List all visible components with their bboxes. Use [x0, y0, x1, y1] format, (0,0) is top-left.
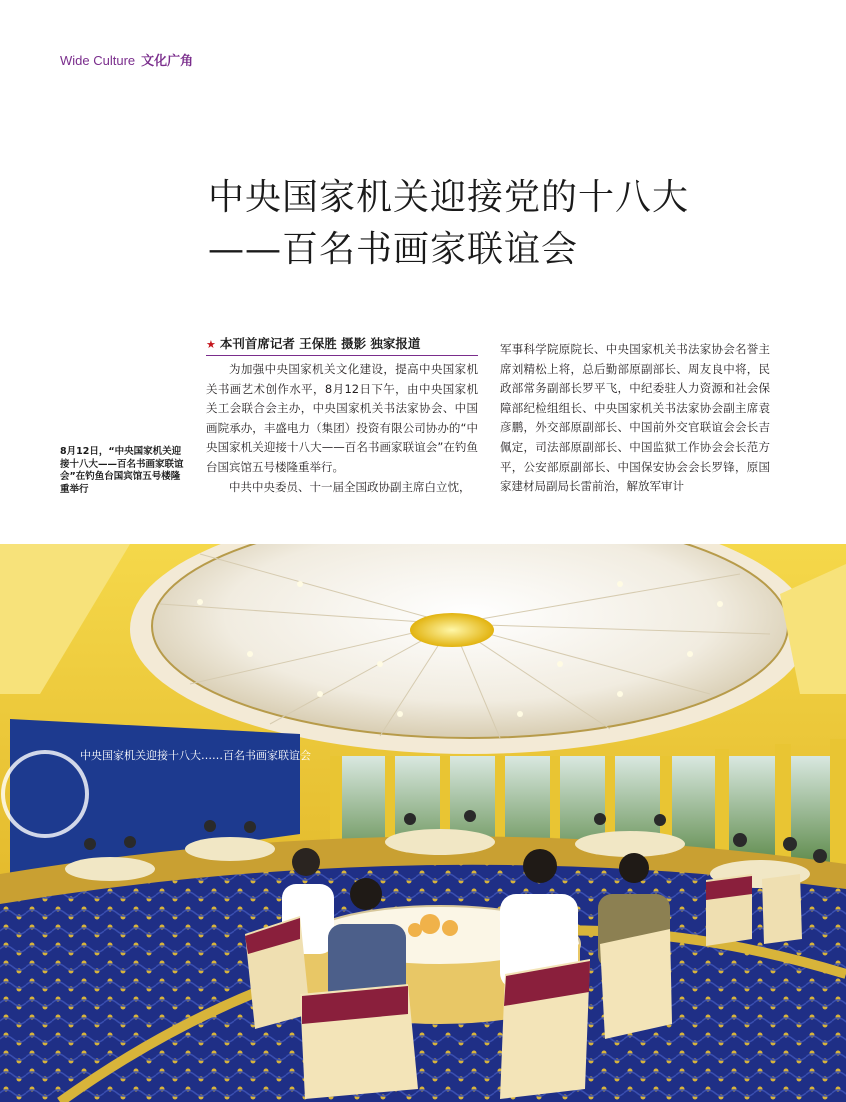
banquet-hall-photo — [0, 544, 846, 1102]
body-column-2 — [500, 340, 770, 497]
ceiling-light — [410, 613, 494, 647]
title-line-2: ——百名书画家联谊会 — [208, 229, 579, 270]
byline — [206, 334, 478, 356]
section-header — [60, 50, 193, 69]
photo-caption: 8月12日，“中央国家机关迎接十八大——百名书画家联谊会”在钓鱼台国宾馆五号楼隆重举行 — [60, 446, 184, 495]
banner-text: 中央国家机关迎接十八大……百名书画家联谊会 — [80, 749, 311, 762]
body-column-1 — [206, 360, 478, 497]
title-line-1: 中央国家机关迎接党的十八大 — [208, 177, 690, 218]
section-name-en: Wide Culture — [60, 53, 136, 68]
body-paragraph: 为加强中央国家机关文化建设，提高中央国家机关书画艺术创作水平，8月12日下午，由中央国家机关工会联合会主办，中央国家机关书法家协会、中国画院承办，丰盛电力（集团）投资有限公司协办的“中央国家机关迎接十八大——百名书画家联谊会”在钓鱼台国宾馆五号楼隆重举行。 — [206, 362, 478, 474]
section-name-zh: 文化广角 — [141, 54, 194, 69]
article-title — [208, 172, 808, 276]
body-paragraph: 中共中央委员、十一届全国政协副主席白立忱， — [229, 479, 471, 494]
body-paragraph: 军事科学院原院长、中央国家机关书法家协会名誉主席刘精松上将，总后勤部原副部长、周友良中将，民政部常务副部长罗平飞，中纪委驻人力资源和社会保障部纪检组组长、中央国家机关书法家协会副主席袁彦鹏，外交部原副部长、中国前外交官联谊会会长吉佩定，司法部原副部长、中国监狱工作协会会长范方平，公安部原副部长、中国保安协会会长罗锋，原国家建材局副局长雷前治，解放军审计 — [500, 342, 770, 494]
star-icon: ★ — [206, 338, 216, 351]
byline-text: 本刊首席记者 王保胜 摄影 独家报道 — [219, 336, 421, 351]
